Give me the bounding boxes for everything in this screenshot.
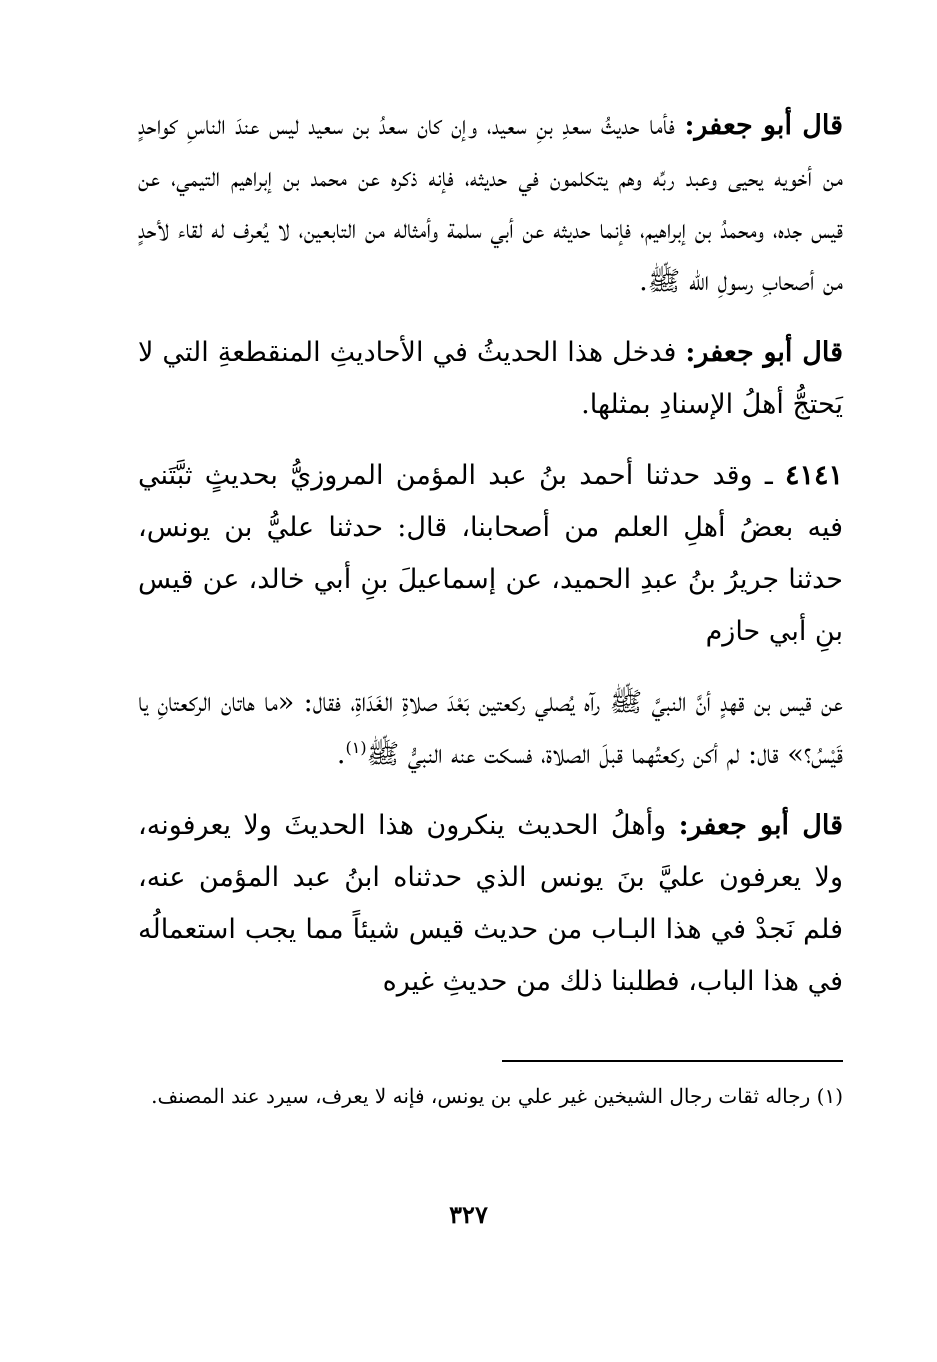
paragraph-lead: قال أبو جعفر: <box>678 810 843 841</box>
paragraph-1 <box>138 100 843 308</box>
paragraph-text: فأما حديثُ سعدِ بنِ سعيد، وإن كان سعدُ بن سعيد ليس عندَ الناسِ كواحدٍ من أخويه يحيى وعبد ربِّه وهم يتكلمون في حديثه، فإنه ذكره عن محمد بن إبراهيم التيمي، عن قيس جده، ومحمدُ بن إبراهيم، فإنما حديثه عن أبي سلمة وأمثاله من التابعين، لا يُعرف له لقاء لأحدٍ من أصحابِ رسولِ الله ﷺ. <box>138 110 843 297</box>
hadith-isnad <box>138 450 843 658</box>
page-body <box>138 100 843 1027</box>
paragraph-text: عن قيس بن قهدٍ أنَّ النبيَّ ﷺ رآه يُصلي ركعتين بَعْدَ صلاةِ الغَدَاةِ، فقال: «ما هاتان الركعتانِ يا قَيْسُ؟» قال: لم أكن ركعتُهما قبلَ الصلاة، فسكت عنه النبيُّ ﷺ <box>138 687 843 770</box>
paragraph-text: فدخل هذا الحديثُ في الأحاديثِ المنقطعةِ التي لا يَحتجُّ أهلُ الإسنادِ بمثلها. <box>138 337 843 420</box>
footnote: (١) رجاله ثقات رجال الشيخين غير علي بن يونس، فإنه لا يعرف، سيرد عند المصنف. <box>151 1084 843 1108</box>
footnote-reference[interactable]: (١) <box>345 738 367 757</box>
page-number: ٣٢٧ <box>449 1200 488 1229</box>
paragraph-5 <box>138 800 843 1008</box>
hadith-number: ٤١٤١ <box>784 460 843 491</box>
paragraph-lead: قال أبو جعفر: <box>685 337 843 368</box>
paragraph-lead: قال أبو جعفر: <box>684 110 843 141</box>
paragraph-tail: . <box>336 739 346 770</box>
footnote-divider <box>502 1060 843 1062</box>
hadith-matn <box>138 677 843 781</box>
paragraph-text: وأهلُ الحديث ينكرون هذا الحديثَ ولا يعرفونه، ولا يعرفون عليَّ بنَ يونس الذي حدثناه ابنُ عبد المؤمن عنه، فلم نَجدْ في هذا البـاب من حديث قيس شيئاً مما يجب استعمالُه في هذا الباب، فطلبنا ذلك من حديثِ غيره <box>138 810 843 997</box>
paragraph-text: ـ وقد حدثنا أحمد بنُ عبد المؤمن المروزيُّ بحديثٍ ثبَّتَني فيه بعضُ أهلِ العلم من أصحابنا، قال: حدثنا عليُّ بن يونس، حدثنا جريرُ بنُ عبدِ الحميد، عن إسماعيلَ بنِ أبي خالد، عن قيس بنِ أبي حازم <box>138 460 843 647</box>
paragraph-2 <box>138 327 843 431</box>
